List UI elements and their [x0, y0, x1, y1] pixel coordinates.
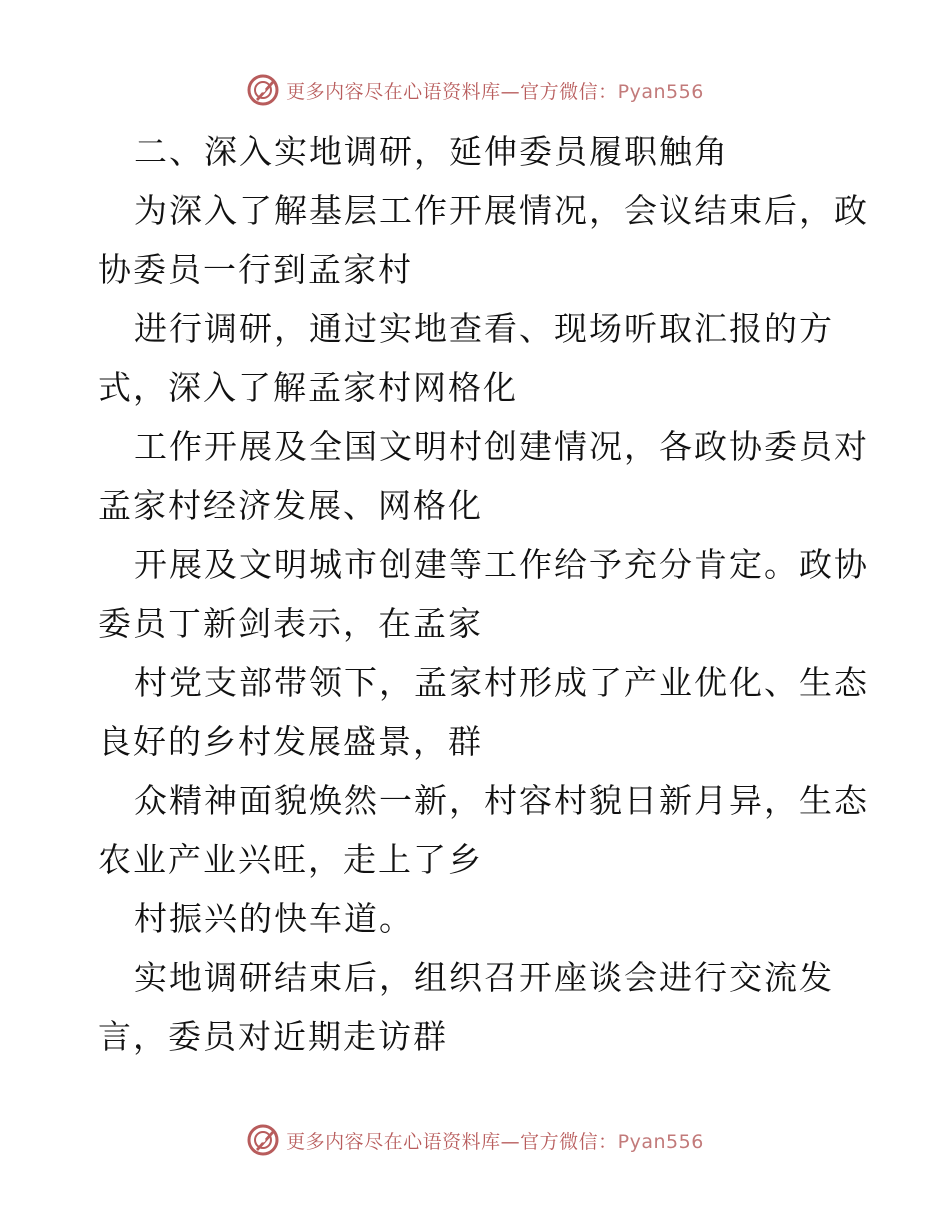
paragraph-line: 协委员一行到孟家村	[98, 250, 413, 289]
paragraph-line: 众精神面貌焕然一新，村容村貌日新月异，生态	[134, 781, 869, 820]
paragraph-line: 孟家村经济发展、网格化	[98, 486, 483, 525]
footer-wechat-id: Pyan556	[617, 1130, 704, 1153]
paragraph-line: 农业产业兴旺，走上了乡	[98, 840, 483, 879]
section-heading: 二、深入实地调研，延伸委员履职触角	[134, 132, 729, 171]
paragraph-line: 良好的乡村发展盛景，群	[98, 722, 483, 761]
header-banner	[0, 70, 950, 110]
paragraph-line: 实地调研结束后，组织召开座谈会进行交流发	[134, 958, 834, 997]
footer-banner-text	[286, 1127, 704, 1154]
quill-seal-icon	[246, 73, 280, 107]
header-banner-text	[286, 77, 704, 104]
header-wechat-id: Pyan556	[617, 80, 704, 103]
paragraph-line: 式，深入了解孟家村网格化	[98, 368, 518, 407]
paragraph-line: 开展及文明城市创建等工作给予充分肯定。政协	[134, 545, 869, 584]
paragraph-line: 进行调研，通过实地查看、现场听取汇报的方	[134, 309, 834, 348]
paragraph-line: 村振兴的快车道。	[134, 899, 414, 938]
quill-seal-icon	[246, 1123, 280, 1157]
header-banner-label: 更多内容尽在心语资料库—官方微信：	[286, 80, 618, 103]
paragraph-line: 为深入了解基层工作开展情况，会议结束后，政	[134, 191, 869, 230]
paragraph-line: 委员丁新剑表示，在孟家	[98, 604, 483, 643]
document-body	[98, 122, 869, 1066]
footer-banner	[0, 1120, 950, 1160]
paragraph-line: 工作开展及全国文明村创建情况，各政协委员对	[134, 427, 869, 466]
paragraph-line: 言，委员对近期走访群	[98, 1017, 448, 1056]
footer-banner-label: 更多内容尽在心语资料库—官方微信：	[286, 1130, 618, 1153]
paragraph-line: 村党支部带领下，孟家村形成了产业优化、生态	[134, 663, 869, 702]
